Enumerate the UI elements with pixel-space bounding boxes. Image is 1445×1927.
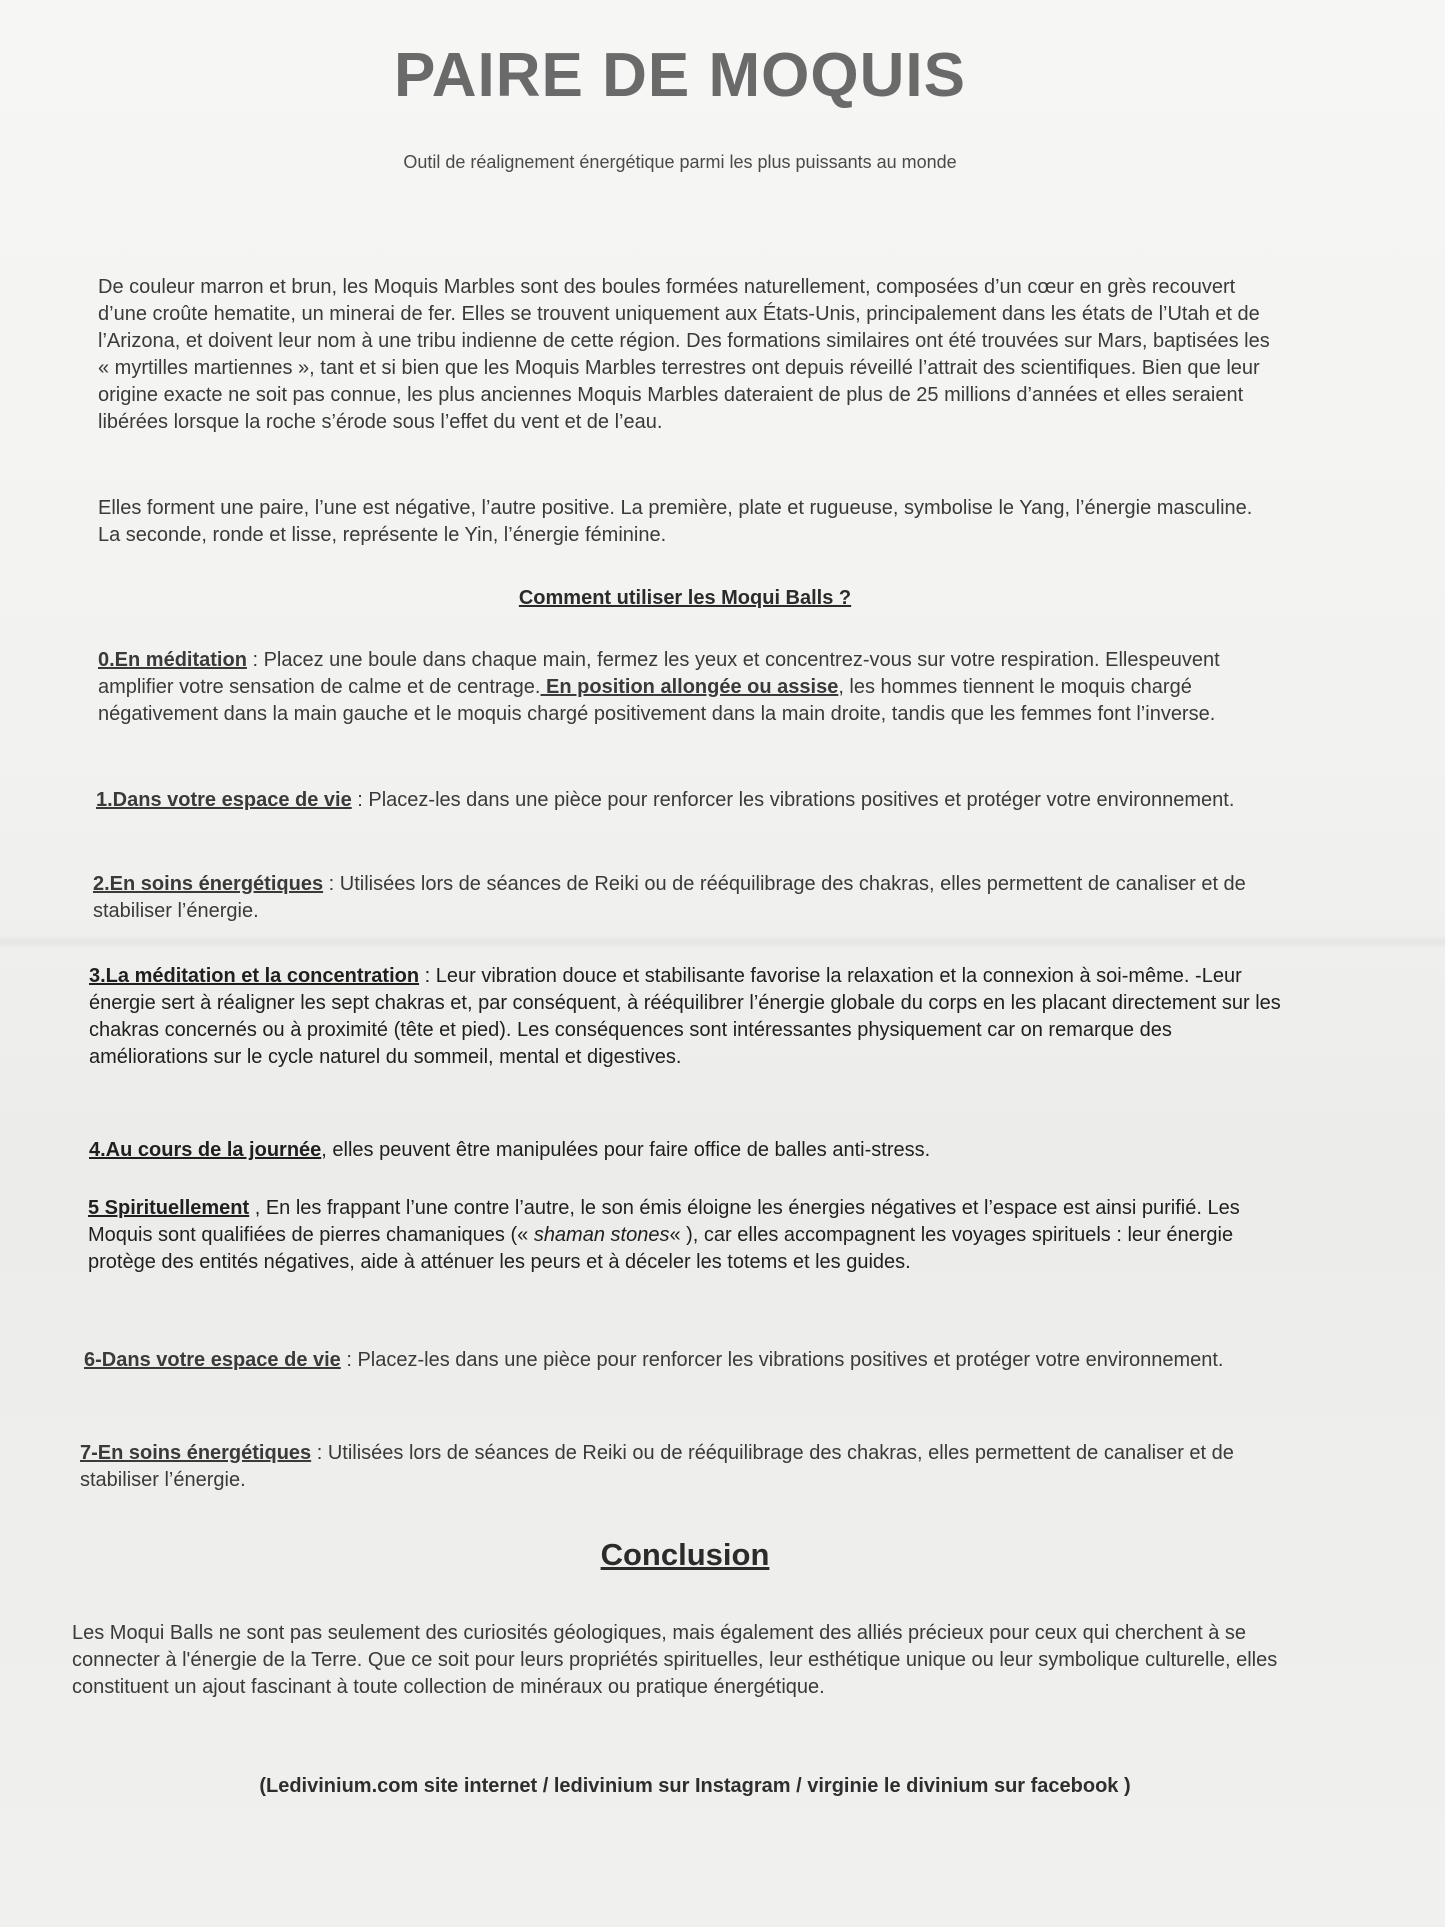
item-0-text-2: , les hommes tiennent le moquis chargé négativement dans la main gauche et le moquis chargé positivement dans la main droite, tandis que les femmes font l’inverse. xyxy=(98,676,1216,725)
item-3-label: 3.La méditation et la concentration xyxy=(89,965,420,987)
item-0-label-2: En position allongée ou assise xyxy=(540,676,839,698)
item-6-label: 6-Dans votre espace de vie xyxy=(84,1349,341,1371)
item-0-text: : Placez une boule dans chaque main, fermez les yeux et concentrez-vous sur votre respiration. Ellespeuvent amplifier votre sensation de calme et de centrage. xyxy=(98,649,1220,698)
paper-fold-shadow xyxy=(0,935,1445,949)
item-6-text: : Placez-les dans une pièce pour renforcer les vibrations positives et protéger votre environnement. xyxy=(340,1349,1224,1371)
item-5-text-2: « ), car elles accompagnent les voyages spirituels : leur énergie protège des entités négatives, aide à atténuer les peurs et à déceler les totems et les guides. xyxy=(88,1224,1234,1273)
item-5-italic: shaman stones xyxy=(533,1224,670,1246)
item-4 xyxy=(89,1137,1279,1164)
item-0 xyxy=(98,647,1273,728)
document-title: PAIRE DE MOQUIS xyxy=(394,41,966,110)
item-1 xyxy=(96,787,1271,814)
item-7-text: : Utilisées lors de séances de Reiki ou de rééquilibrage des chakras, elles permettent de canaliser et de stabiliser l’énergie. xyxy=(80,1442,1234,1491)
item-5-text: , En les frappant l’une contre l’autre, le son émis éloigne les énergies négatives et l’espace est ainsi purifié. Les Moquis sont qualifiées de pierres chamaniques (« xyxy=(88,1197,1240,1246)
item-4-text: , elles peuvent être manipulées pour faire office de balles anti-stress. xyxy=(321,1139,931,1161)
item-2 xyxy=(93,871,1268,925)
item-2-text: : Utilisées lors de séances de Reiki ou de rééquilibrage des chakras, elles permettent de canaliser et de stabiliser l’énergie. xyxy=(93,873,1246,922)
item-2-label: 2.En soins énergétiques xyxy=(93,873,324,895)
item-3 xyxy=(89,963,1284,1071)
item-0-label: 0.En méditation xyxy=(98,649,247,671)
document-subtitle: Outil de réalignement énergétique parmi les plus puissants au monde xyxy=(403,152,957,172)
footer-links: (Ledivinium.com site internet / ledivinium sur Instagram / virginie le divinium sur facebook ) xyxy=(259,1775,1131,1797)
item-4-label: 4.Au cours de la journée xyxy=(89,1139,322,1161)
item-1-text: : Placez-les dans une pièce pour renforcer les vibrations positives et protéger votre environnement. xyxy=(351,789,1235,811)
item-7-label: 7-En soins énergétiques xyxy=(80,1442,312,1464)
item-7 xyxy=(80,1440,1285,1494)
item-5-label: 5 Spirituellement xyxy=(88,1197,250,1219)
pair-paragraph: Elles forment une paire, l’une est négative, l’autre positive. La première, plate et rugueuse, symbolise le Yang, l’énergie masculine. La seconde, ronde et lisse, représente le Yin, l’énergie féminine. xyxy=(98,497,1253,546)
item-1-label: 1.Dans votre espace de vie xyxy=(96,789,352,811)
how-to-heading: Comment utiliser les Moqui Balls ? xyxy=(518,587,852,609)
item-3-text: : Leur vibration douce et stabilisante favorise la relaxation et la connexion à soi-même. -Leur énergie sert à réaligner les sept chakras et, par conséquent, à rééquilibrer l’énergie globale du corps en les placant directement sur les chakras concernés ou à proximité (tête et pied). Les conséquences sont intéressantes physiquement car on remarque des améliorations sur le cycle naturel du sommeil, mental et digestives. xyxy=(89,965,1281,1068)
intro-paragraph: De couleur marron et brun, les Moquis Marbles sont des boules formées naturellement, composées d’un cœur en grès recouvert d’une croûte hematite, un minerai de fer. Elles se trouvent uniquement aux États-Unis, principalement dans les états de l’Utah et de l’Arizona, et doivent leur nom à une tribu indienne de cette région. Des formations similaires ont été trouvées sur Mars, baptisées les « myrtilles martiennes », tant et si bien que les Moquis Marbles terrestres ont depuis réveillé l’attrait des scientifiques. Bien que leur origine exacte ne soit pas connue, les plus anciennes Moquis Marbles dateraient de plus de 25 millions d’années et elles seraient libérées lorsque la roche s’érode sous l’effet du vent et de l’eau. xyxy=(98,276,1270,433)
item-5 xyxy=(88,1195,1283,1276)
conclusion-paragraph: Les Moqui Balls ne sont pas seulement des curiosités géologiques, mais également des alliés précieux pour ceux qui cherchent à se connecter à l'énergie de la Terre. Que ce soit pour leurs propriétés spirituelles, leur esthétique unique ou leur symbolique culturelle, elles constituent un ajout fascinant à toute collection de minéraux ou pratique énergétique. xyxy=(72,1622,1278,1698)
conclusion-heading: Conclusion xyxy=(600,1537,770,1572)
item-6 xyxy=(84,1347,1284,1374)
